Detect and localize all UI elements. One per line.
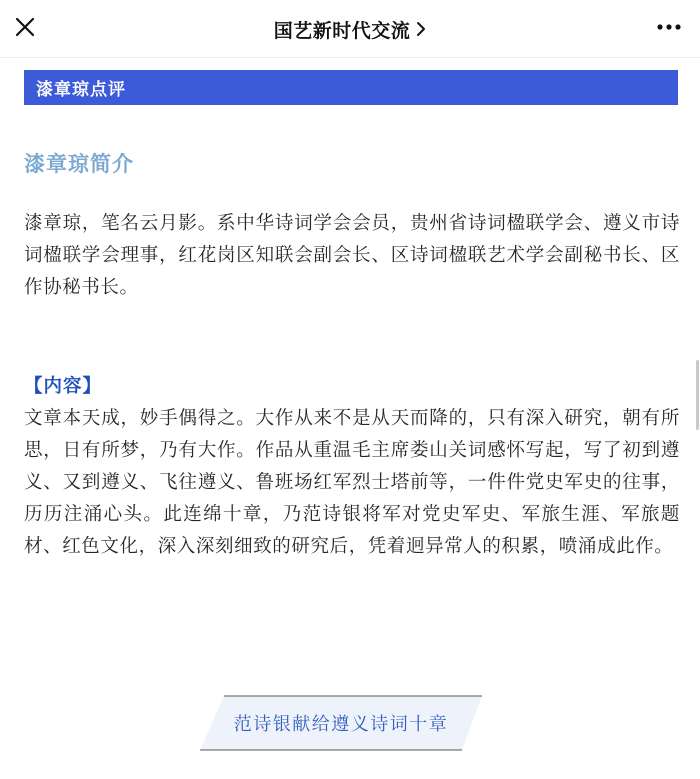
- account-name-link[interactable]: [274, 16, 427, 43]
- section-banner: [24, 70, 678, 105]
- account-name: 国艺新时代交流: [273, 19, 411, 42]
- intro-heading: 漆章琼简介: [24, 152, 134, 176]
- related-article-link[interactable]: [200, 695, 482, 751]
- section-banner-title: 漆章琼点评: [36, 80, 126, 100]
- more-horizontal-icon[interactable]: [656, 22, 682, 32]
- top-nav-bar: [0, 0, 700, 58]
- content-label: 【内容】: [24, 376, 103, 397]
- content-paragraph: 文章本天成，妙手偶得之。大作从来不是从天而降的，只有深入研究，朝有所思，日有所梦，乃有大作。作品从重温毛主席娄山关词感怀写起，写了初到遵义、又到遵义、飞往遵义、鲁班场红军烈士塔前等，一件件党史军史的往事，历历注涌心头。此连绵十章，乃范诗银将军对党史军史、军旅生涯、军旅题材、红色文化，深入深刻细致的研究后，凭着迥异常人的积累，喷涌成此作。: [24, 408, 680, 557]
- close-icon[interactable]: [14, 16, 36, 38]
- scrollbar[interactable]: [696, 360, 699, 430]
- bio-paragraph: 漆章琼，笔名云月影。系中华诗词学会会员，贵州省诗词楹联学会、遵义市诗词楹联学会理事，红花岗区知联会副会长、区诗词楹联艺术学会副秘书长、区作协秘书长。: [24, 213, 680, 298]
- related-article-title: 范诗银献给遵义诗词十章: [233, 714, 449, 735]
- chevron-right-icon: [416, 21, 426, 37]
